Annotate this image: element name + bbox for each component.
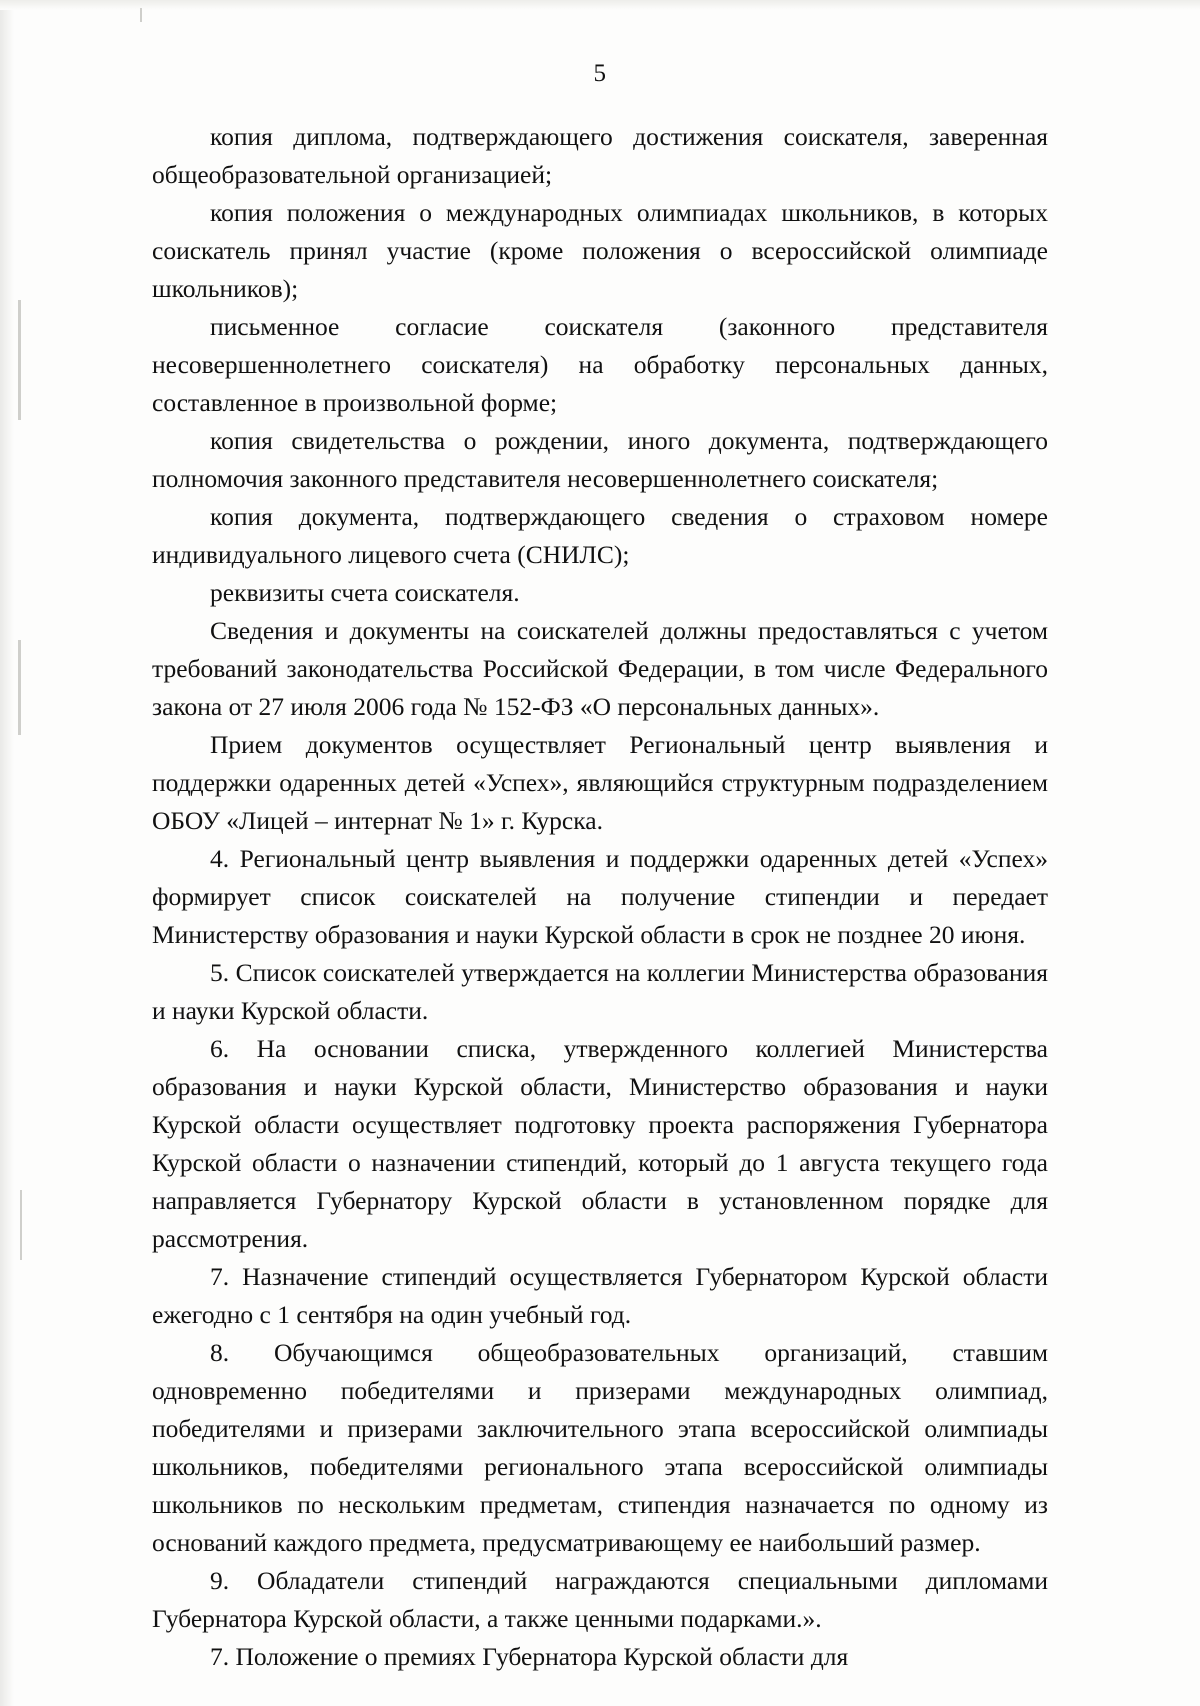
paragraph: копия свидетельства о рождении, иного документа, подтверждающего полномочия законного представителя несовершеннолетнего соискателя;	[152, 426, 1048, 493]
paragraph: письменное согласие соискателя (законного представителя несовершеннолетнего соискателя) на обработку персональных данных, составленное в произвольной форме;	[152, 312, 1048, 417]
paragraph: 4. Региональный центр выявления и поддержки одаренных детей «Успех» формирует список соискателей на получение стипендии и передает Министерству образования и науки Курской области в срок не позднее 20 июня.	[152, 844, 1048, 949]
scan-artifact-left-3	[20, 1190, 22, 1260]
paragraph: 9. Обладатели стипендий награждаются специальными дипломами Губернатора Курской области, а также ценными подарками.».	[152, 1566, 1048, 1633]
paragraph: 7. Назначение стипендий осуществляется Губернатором Курской области ежегодно с 1 сентября на один учебный год.	[152, 1262, 1048, 1329]
paragraph: копия положения о международных олимпиадах школьников, в которых соискатель принял участие (кроме положения о всероссийской олимпиаде школьников);	[152, 198, 1048, 303]
scan-artifact-left-1	[18, 300, 21, 420]
scan-edge-top	[0, 0, 1200, 10]
paragraph: 7. Положение о премиях Губернатора Курской области для	[210, 1642, 849, 1671]
scan-artifact-top	[140, 8, 142, 22]
document-body	[152, 118, 1048, 1676]
page-number: 5	[593, 60, 607, 87]
paragraph: Прием документов осуществляет Региональный центр выявления и поддержки одаренных детей «Успех», являющийся структурным подразделением ОБОУ «Лицей – интернат № 1» г. Курска.	[152, 730, 1048, 835]
paragraph: Сведения и документы на соискателей должны предоставляться с учетом требований законодательства Российской Федерации, в том числе Федерального закона от 27 июля 2006 года № 152-ФЗ «О персональных данных».	[152, 616, 1048, 721]
scan-edge-left	[0, 0, 14, 1706]
scan-artifact-left-2	[18, 640, 21, 735]
paragraph: 8. Обучающимся общеобразовательных организаций, ставшим одновременно победителями и призерами международных олимпиад, победителями и призерами заключительного этапа всероссийской олимпиады школьников, победителями регионального этапа всероссийской олимпиады школьников по нескольким предметам, стипендия назначается по одному из оснований каждого предмета, предусматривающему ее наибольший размер.	[152, 1338, 1048, 1557]
paragraph: копия диплома, подтверждающего достижения соискателя, заверенная общеобразовательной организацией;	[152, 122, 1048, 189]
paragraph: реквизиты счета соискателя.	[210, 578, 520, 607]
paragraph: копия документа, подтверждающего сведения о страховом номере индивидуального лицевого счета (СНИЛС);	[152, 502, 1048, 569]
paragraph: 6. На основании списка, утвержденного коллегией Министерства образования и науки Курской области, Министерство образования и науки Курской области осуществляет подготовку проекта распоряжения Губернатора Курской области о назначении стипендий, который до 1 августа текущего года направляется Губернатору Курской области в установленном порядке для рассмотрения.	[152, 1034, 1048, 1253]
paragraph: 5. Список соискателей утверждается на коллегии Министерства образования и науки Курской области.	[152, 958, 1048, 1025]
